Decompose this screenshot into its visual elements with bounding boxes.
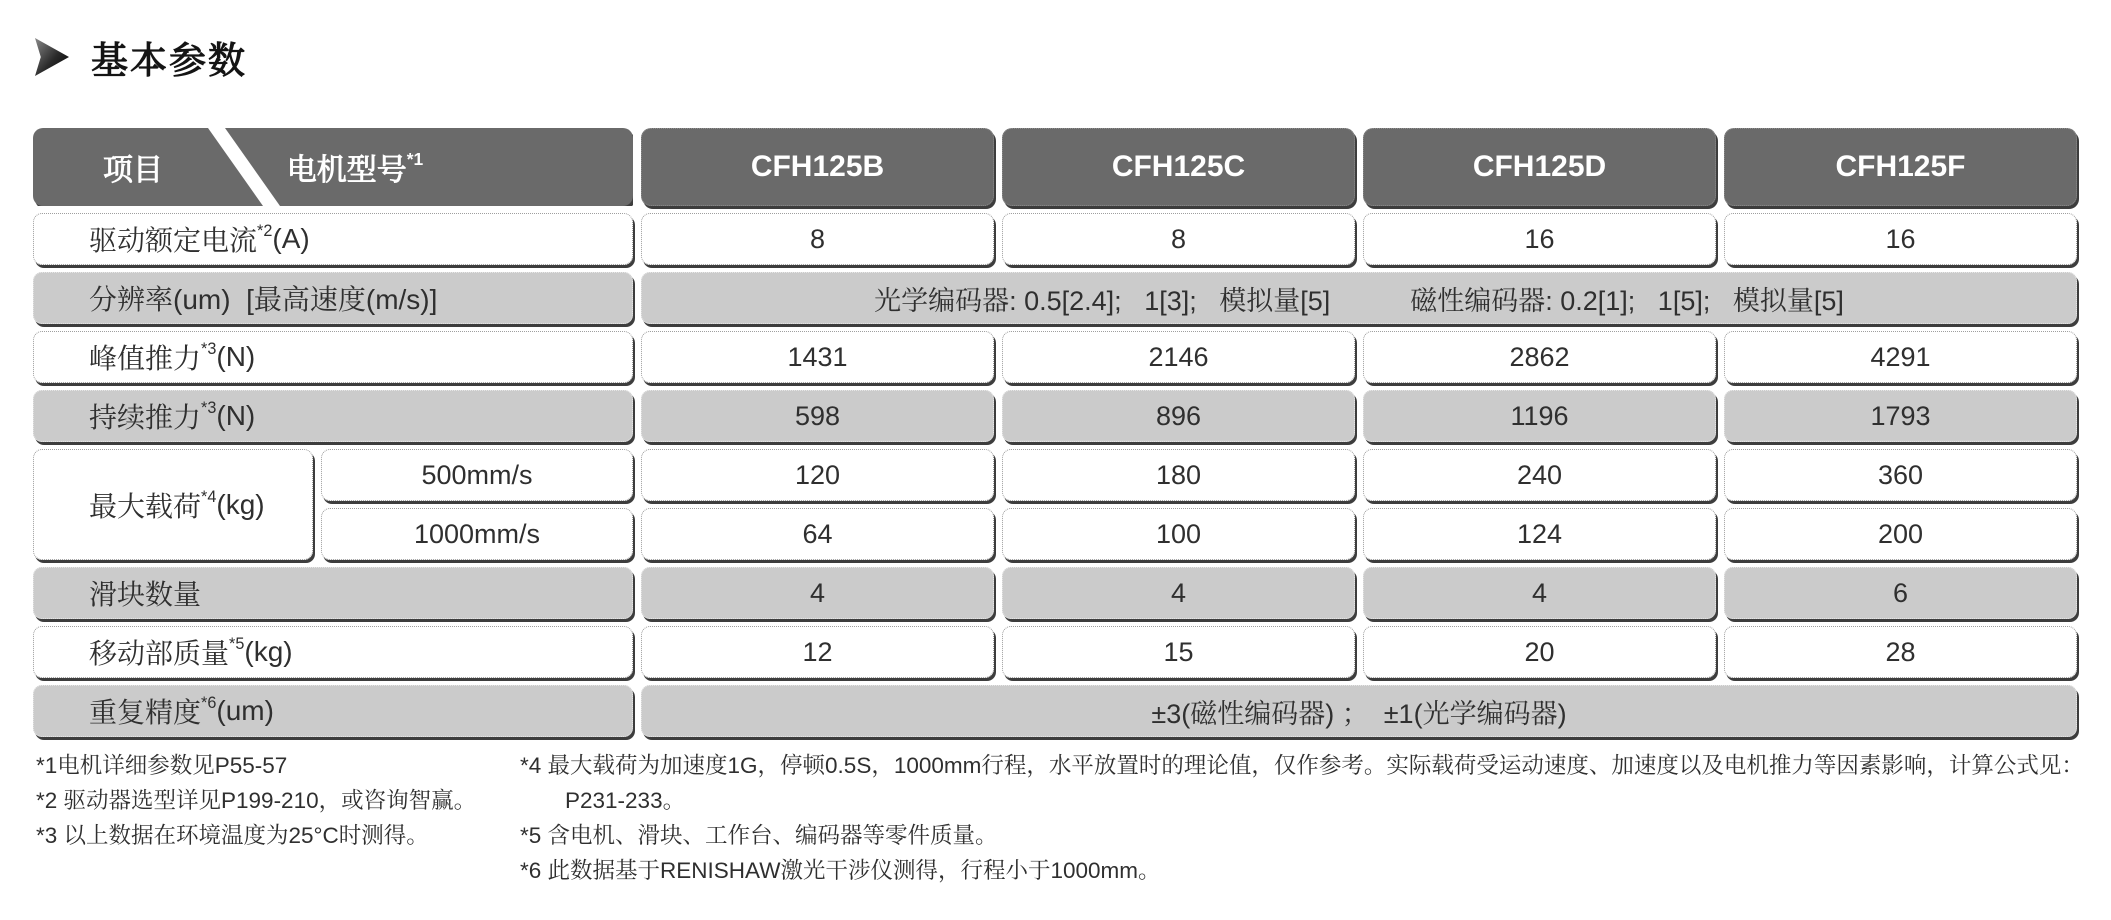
corner-model-text: 电机型号 xyxy=(286,154,407,187)
row-label-max-load xyxy=(33,449,313,560)
footnotes-left-column xyxy=(36,748,520,888)
value-cell: 4 xyxy=(1363,567,1716,619)
row-max-load-500 xyxy=(321,449,2077,501)
value-cell: 100 xyxy=(1002,508,1355,560)
section-title-bar xyxy=(35,30,247,84)
row-label xyxy=(33,331,633,383)
value-cell: 15 xyxy=(1002,626,1355,678)
row-label-text: 最大载荷 xyxy=(89,490,202,522)
value-cell: 360 xyxy=(1724,449,2077,501)
spec-table xyxy=(33,128,2077,744)
column-header-cfh125f: CFH125F xyxy=(1724,128,2077,206)
value-cell: 6 xyxy=(1724,567,2077,619)
row-resolution xyxy=(33,272,2077,324)
row-label xyxy=(33,685,633,737)
row-max-load-1000 xyxy=(321,508,2077,560)
column-header-cfh125c: CFH125C xyxy=(1002,128,1355,206)
value-cell: 1196 xyxy=(1363,390,1716,442)
row-label-sup: *5 xyxy=(229,635,245,654)
row-label-text: 驱动额定电流 xyxy=(89,225,258,256)
value-cell: 240 xyxy=(1363,449,1716,501)
value-cell: 2862 xyxy=(1363,331,1716,383)
row-label xyxy=(33,272,633,324)
row-label-unit: (kg) xyxy=(216,488,265,520)
resolution-optical: 光学编码器: 0.5[2.4]; 1[3]; 模拟量[5] xyxy=(874,285,1331,316)
corner-item-label: 项目 xyxy=(103,154,163,187)
value-cell: 4 xyxy=(1002,567,1355,619)
row-label-sup: *3 xyxy=(201,340,217,359)
row-peak-thrust xyxy=(33,331,2077,383)
row-group-max-load xyxy=(33,449,2077,560)
row-label xyxy=(33,626,633,678)
row-label-text: 重复精度 xyxy=(89,697,202,728)
value-cell: 4 xyxy=(641,567,994,619)
footnote-3: *3 以上数据在环境温度为25°C时测得。 xyxy=(36,823,429,848)
speed-label-500: 500mm/s xyxy=(321,449,633,501)
footnote-1: *1电机详细参数见P55-57 xyxy=(36,753,288,778)
page-title: 基本参数 xyxy=(91,40,247,81)
value-cell: 598 xyxy=(641,390,994,442)
title-arrow-icon xyxy=(35,38,69,76)
footnotes xyxy=(36,748,2091,888)
value-cell: 64 xyxy=(641,508,994,560)
merged-repeatability-cell: ±3(磁性编码器) ； ±1(光学编码器) xyxy=(641,685,2077,737)
row-label-text: 滑块数量 xyxy=(89,579,202,610)
value-cell: 120 xyxy=(641,449,994,501)
footnote-6: *6 此数据基于RENISHAW激光干涉仪测得，行程小于1000mm。 xyxy=(520,858,1161,883)
row-label-text: 持续推力 xyxy=(89,402,202,433)
row-label xyxy=(33,390,633,442)
row-label-text: 移动部质量 xyxy=(89,638,230,669)
row-label-unit: (kg) xyxy=(244,636,293,667)
value-cell: 2146 xyxy=(1002,331,1355,383)
footnotes-right-column xyxy=(520,748,2091,888)
value-cell: 12 xyxy=(641,626,994,678)
row-label-sup: *3 xyxy=(201,399,217,418)
footnote-2: *2 驱动器选型详见P199-210，或咨询智赢。 xyxy=(36,788,477,813)
resolution-magnetic: 磁性编码器: 0.2[1]; 1[5]; 模拟量[5] xyxy=(1410,285,1844,316)
row-label-sup: *4 xyxy=(201,487,217,506)
row-rated-current xyxy=(33,213,2077,265)
row-continuous-thrust xyxy=(33,390,2077,442)
corner-model-label xyxy=(255,128,455,206)
row-label-sup: *6 xyxy=(201,694,217,713)
value-cell: 180 xyxy=(1002,449,1355,501)
row-label-unit: (um) xyxy=(216,695,274,726)
table-corner-cell xyxy=(33,128,633,206)
row-slider-count xyxy=(33,567,2077,619)
row-label xyxy=(33,567,633,619)
column-header-cfh125d: CFH125D xyxy=(1363,128,1716,206)
value-cell: 1431 xyxy=(641,331,994,383)
corner-model-sup: *1 xyxy=(406,148,424,169)
merged-resolution-cell xyxy=(641,272,2077,324)
value-cell: 20 xyxy=(1363,626,1716,678)
row-label-sup: *2 xyxy=(257,222,273,241)
value-cell: 16 xyxy=(1363,213,1716,265)
footnote-4: *4 最大载荷为加速度1G，停顿0.5S，1000mm行程，水平放置时的理论值，仅作参考。实际载荷受运动速度、加速度以及电机推力等因素影响，计算公式见：P231-233。 xyxy=(520,753,2084,813)
row-label-text: 峰值推力 xyxy=(89,343,202,374)
value-cell: 8 xyxy=(1002,213,1355,265)
row-label xyxy=(33,213,633,265)
row-moving-mass xyxy=(33,626,2077,678)
footnote-5: *5 含电机、滑块、工作台、编码器等零件质量。 xyxy=(520,823,998,848)
value-cell: 28 xyxy=(1724,626,2077,678)
value-cell: 200 xyxy=(1724,508,2077,560)
value-cell: 1793 xyxy=(1724,390,2077,442)
row-label-unit: (N) xyxy=(216,400,256,431)
value-cell: 896 xyxy=(1002,390,1355,442)
row-label-unit: (A) xyxy=(272,223,310,254)
row-repeatability xyxy=(33,685,2077,737)
column-header-cfh125b: CFH125B xyxy=(641,128,994,206)
value-cell: 8 xyxy=(641,213,994,265)
row-label-text: 分辨率(um) [最高速度(m/s)] xyxy=(89,284,438,315)
speed-label-1000: 1000mm/s xyxy=(321,508,633,560)
table-header-row xyxy=(33,128,2077,206)
value-cell: 16 xyxy=(1724,213,2077,265)
row-label-unit: (N) xyxy=(216,341,256,372)
max-load-sub-rows xyxy=(321,449,2077,560)
value-cell: 124 xyxy=(1363,508,1716,560)
value-cell: 4291 xyxy=(1724,331,2077,383)
